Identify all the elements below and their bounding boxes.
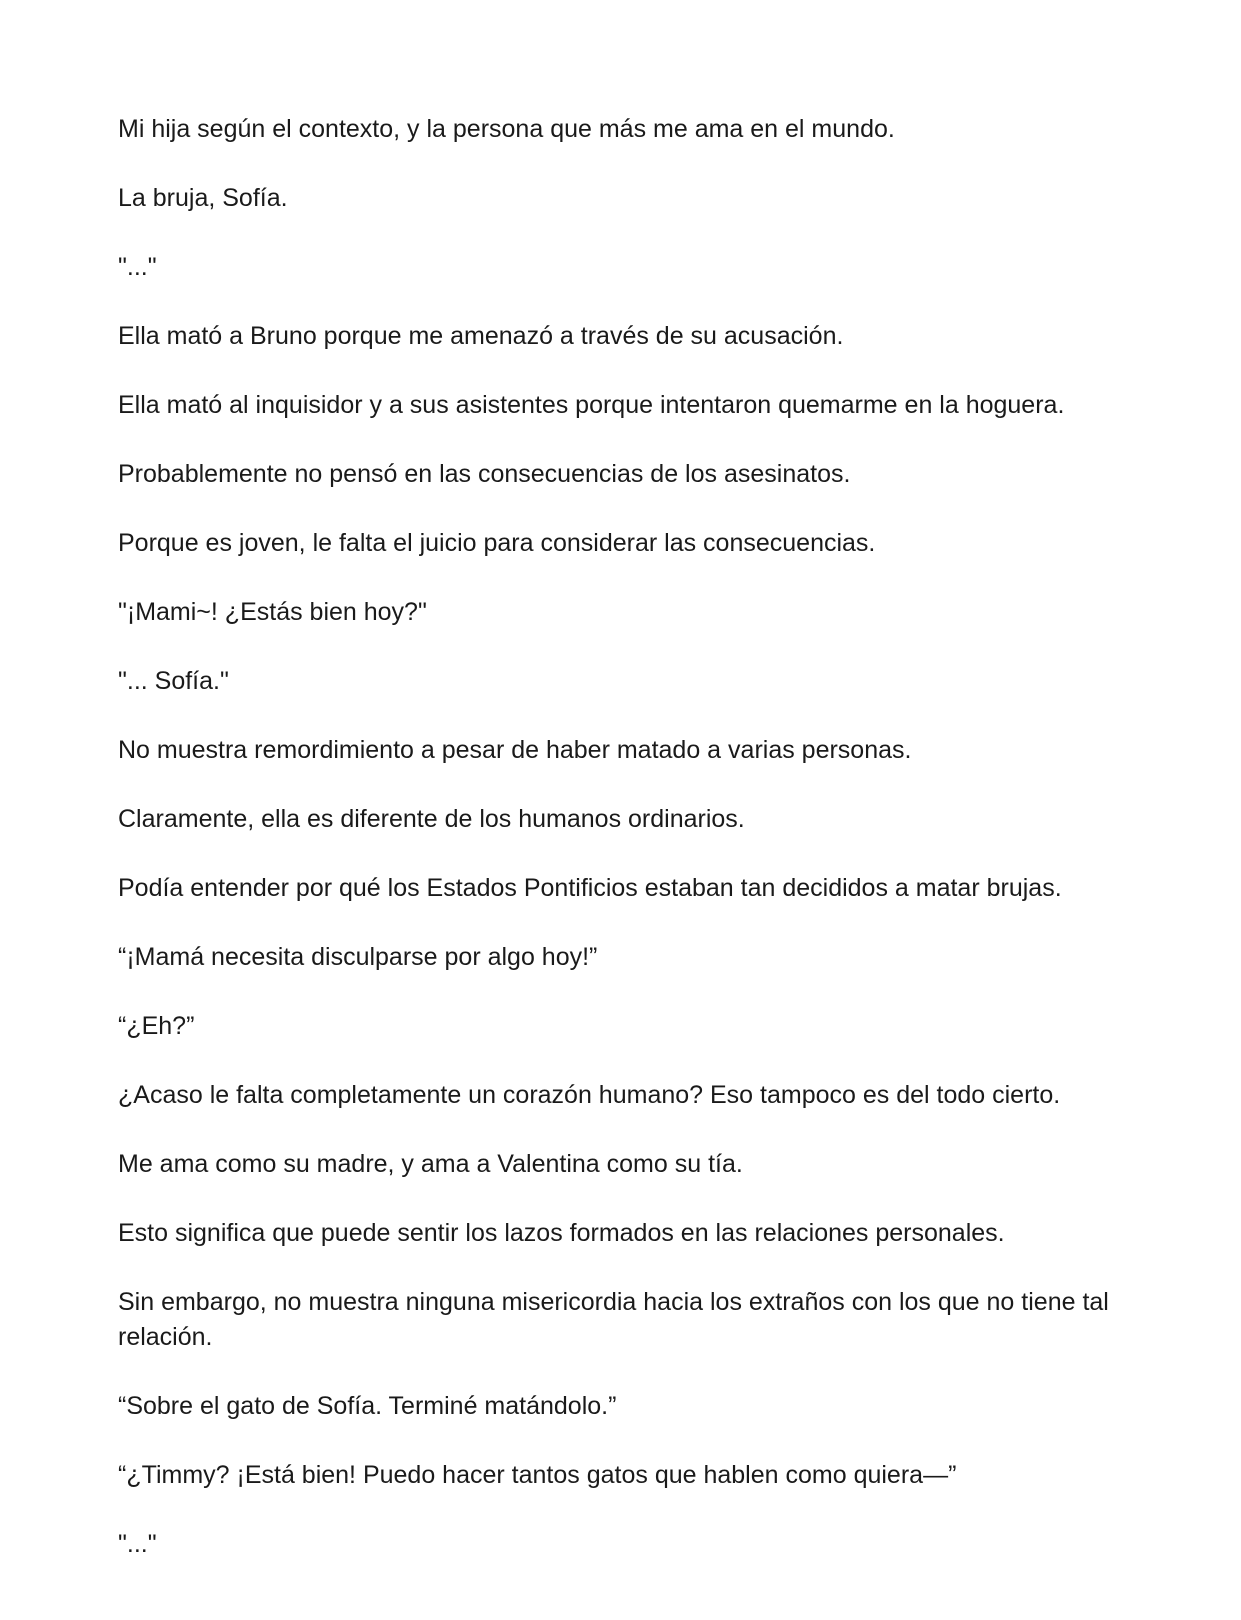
paragraph: “Sobre el gato de Sofía. Terminé matándolo.” xyxy=(118,1392,617,1420)
paragraph: Ella mató a Bruno porque me amenazó a través de su acusación. xyxy=(118,322,844,350)
paragraph: Ella mató al inquisidor y a sus asistentes porque intentaron quemarme en la hoguera. xyxy=(118,391,1065,419)
paragraph: “¡Mamá necesita disculparse por algo hoy!” xyxy=(118,943,598,971)
paragraph: Me ama como su madre, y ama a Valentina como su tía. xyxy=(118,1150,743,1178)
paragraph: “¿Eh?” xyxy=(118,1012,195,1040)
paragraph: No muestra remordimiento a pesar de haber matado a varias personas. xyxy=(118,736,912,764)
paragraph: "¡Mami~! ¿Estás bien hoy?" xyxy=(118,598,427,626)
paragraph: Sin embargo, no muestra ninguna misericordia hacia los extraños con los que no tiene tal relación. xyxy=(118,1288,1109,1351)
paragraph: Porque es joven, le falta el juicio para considerar las consecuencias. xyxy=(118,529,876,557)
paragraph: La bruja, Sofía. xyxy=(118,184,288,212)
paragraph: ¿Acaso le falta completamente un corazón humano? Eso tampoco es del todo cierto. xyxy=(118,1081,1061,1109)
document-body xyxy=(118,112,1138,1596)
paragraph: Probablemente no pensó en las consecuencias de los asesinatos. xyxy=(118,460,851,488)
paragraph: "..." xyxy=(118,253,157,281)
paragraph: Mi hija según el contexto, y la persona que más me ama en el mundo. xyxy=(118,115,895,143)
paragraph: Podía entender por qué los Estados Pontificios estaban tan decididos a matar brujas. xyxy=(118,874,1062,902)
paragraph: “¿Timmy? ¡Está bien! Puedo hacer tantos gatos que hablen como quiera—” xyxy=(118,1461,957,1489)
paragraph: Claramente, ella es diferente de los humanos ordinarios. xyxy=(118,805,745,833)
paragraph: "..." xyxy=(118,1530,157,1558)
paragraph: "... Sofía." xyxy=(118,667,229,695)
paragraph: Esto significa que puede sentir los lazos formados en las relaciones personales. xyxy=(118,1219,1005,1247)
